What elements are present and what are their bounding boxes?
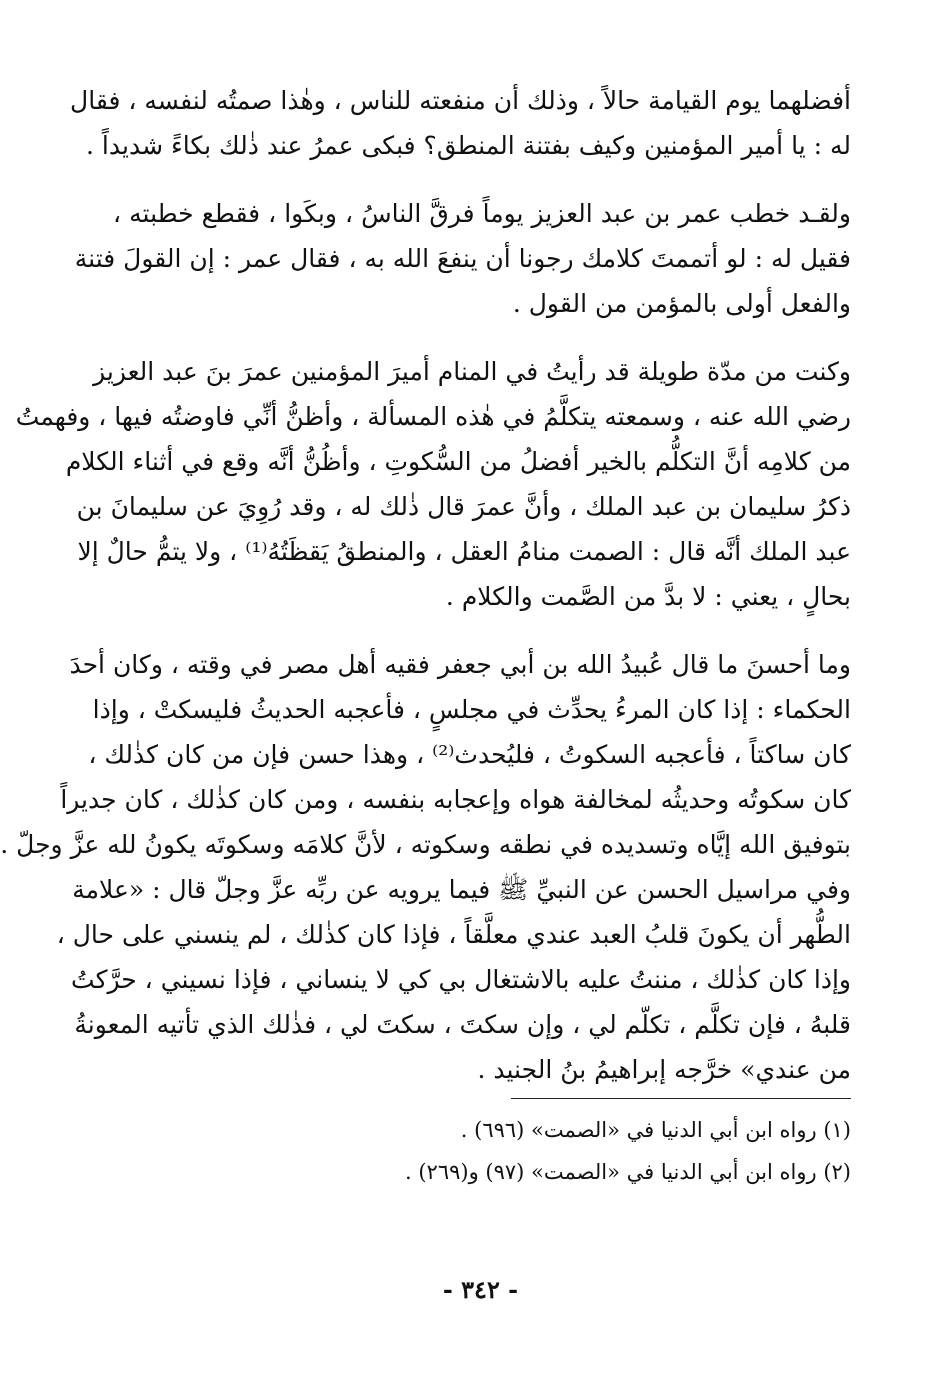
text-line: له : يا أمير المؤمنين وكيف بفتنة المنطق؟ فبكى عمرُ عند ذٰلك بكاءً شديداً . (86, 131, 851, 160)
page-body (0, 78, 851, 1193)
text-line: وما أحسنَ ما قال عُبيدُ الله بن أبي جعفر فقيه أهل مصر في وقته ، وكان أحدَ (69, 650, 851, 679)
paragraph-3 (15, 349, 851, 619)
text-line: كان سكوتُه وحديثُه لمخالفة هواه وإعجابه بنفسه ، ومن كان كذٰلك ، كان جديراً (60, 785, 851, 814)
paragraph-1 (70, 78, 851, 168)
footnotes (113, 1109, 851, 1193)
text-line: ذكرُ سليمان بن عبد الملك ، وأنَّ عمرَ قال ذٰلك له ، وقد رُوِيَ عن سليمانَ بن (76, 492, 851, 521)
footnote-2: (٢) رواه ابن أبي الدنيا في «الصمت» (٩٧) و(٢٦٩) . (405, 1160, 851, 1184)
text-line: بحالٍ ، يعني : لا بدَّ من الصَّمت والكلام . (445, 582, 851, 611)
text-line: والفعل أولى بالمؤمن من القول . (512, 289, 851, 318)
text-line: وكنت من مدّة طويلة قد رأيتُ في المنام أميرَ المؤمنين عمرَ بنَ عبد العزيز (93, 357, 851, 386)
page-number: - ٣٤٢ - (442, 1275, 519, 1304)
text-line: فقيل له : لو أتممتَ كلامك رجونا أن ينفعَ الله به ، فقال عمر : إن القولَ فتنة (74, 244, 851, 273)
text-line: ولقـد خطب عمر بن عبد العزيز يوماً فرقَّ الناسُ ، وبكَوا ، فقطع خطبته ، (113, 199, 851, 228)
footnote-divider (511, 1098, 851, 1099)
text-line: أفضلهما يوم القيامة حالاً ، وذلك أن منفعته للناس ، وهٰذا صمتُه لنفسه ، فقال (70, 86, 851, 115)
paragraph-5 (56, 867, 851, 1092)
text-line: بتوفيق الله إيَّاه وتسديده في نطقه وسكوته ، لأنَّ كلامَه وسكوتَه يكونُ لله عزَّ وجلّ . (0, 830, 851, 859)
text-line: عبد الملك أنَّه قال : الصمت منامُ العقل ، والمنطقُ يَقظَتُهُ⁽¹⁾ ، ولا يتمُّ حالٌ إلا (77, 537, 851, 566)
text-line: وفي مراسيل الحسن عن النبيِّ ﷺ فيما يرويه عن ربِّه عزَّ وجلّ قال : «علامة (72, 875, 851, 904)
text-line: وإذا كان كذٰلك ، مننتُ عليه بالاشتغال بي كي لا ينساني ، فإذا نسيني ، حرَّكتُ (71, 965, 851, 994)
text-line: من كلامِه أنَّ التكلُّم بالخير أفضلُ من السُّكوتِ ، وأظُنُّ أنَّه وقع في أثناء الكلام (65, 447, 851, 476)
text-line: كان ساكتاً ، فأعجبه السكوتُ ، فليُحدث⁽²⁾ ، وهذا حسن فإن من كان كذٰلك ، (88, 740, 851, 769)
paragraph-4 (0, 642, 851, 867)
footnote-1: (١) رواه ابن أبي الدنيا في «الصمت» (٦٩٦) . (460, 1118, 851, 1142)
text-line: رضي الله عنه ، وسمعته يتكلَّمُ في هٰذه المسألة ، وأظنُّ أنِّي فاوضتُه فيها ، وفهمتُ (15, 402, 851, 431)
text-line: الطُّهر أن يكونَ قلبُ العبد عندي معلَّقاً ، فإذا كان كذٰلك ، لم ينسني على حال ، (56, 920, 851, 949)
text-line: قلبهُ ، فإن تكلَّم ، تكلّم لي ، وإن سكتَ ، سكتَ لي ، فذٰلك الذي تأتيه المعونةُ (74, 1010, 851, 1039)
text-line: الحكماء : إذا كان المرءُ يحدِّث في مجلسٍ ، فأعجبه الحديثُ فليسكتْ ، وإذا (92, 695, 851, 724)
text-line: من عندي» خرَّجه إبراهيمُ بنُ الجنيد . (477, 1055, 851, 1084)
paragraph-2 (74, 191, 851, 326)
